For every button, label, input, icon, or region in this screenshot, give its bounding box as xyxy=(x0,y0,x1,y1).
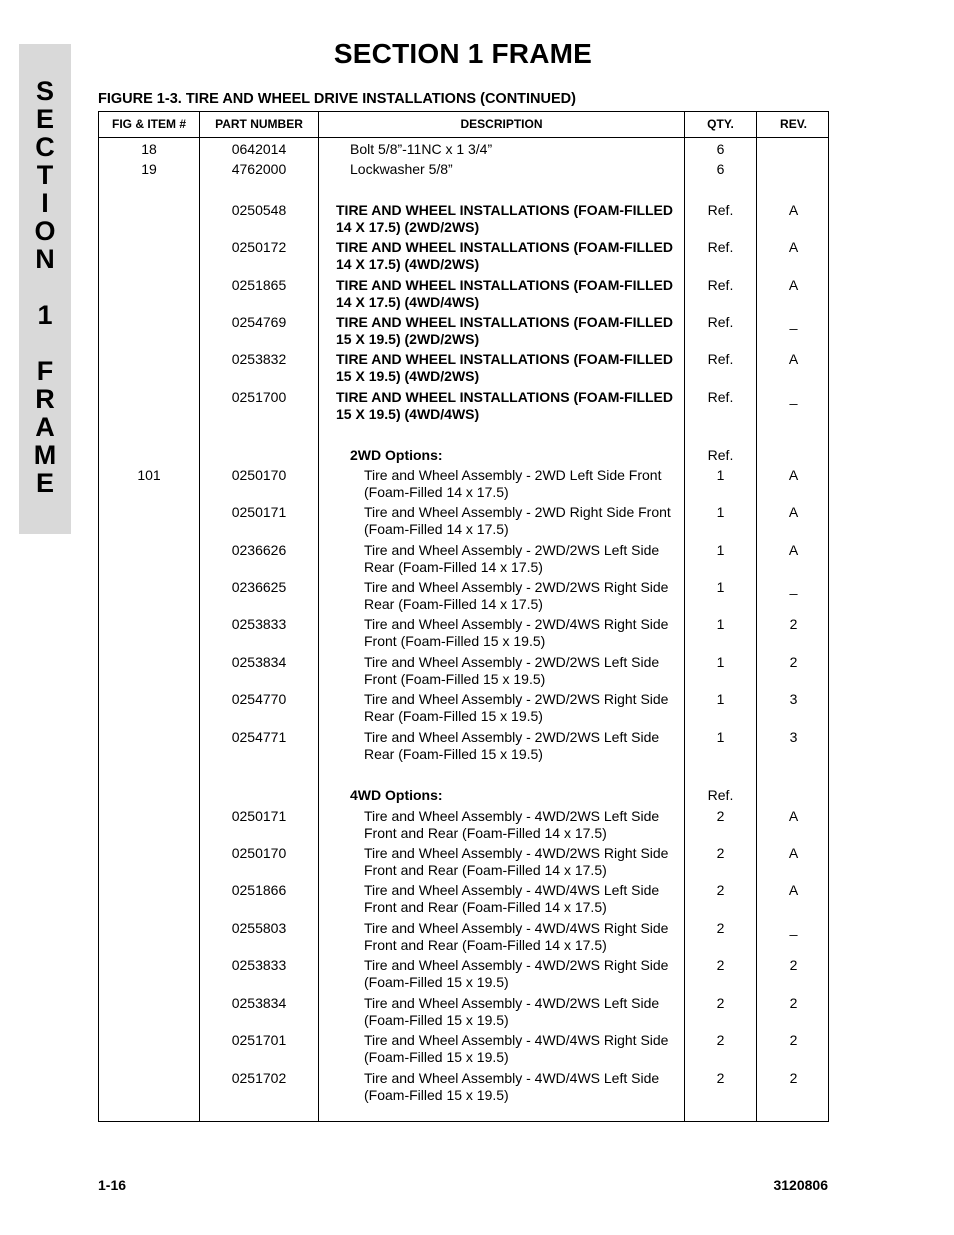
description-line: Tire and Wheel Assembly - 2WD/2WS Right Side xyxy=(364,691,669,707)
description-line: (Foam-Filled 14 x 17.5) xyxy=(364,484,509,500)
description-line: Rear (Foam-Filled 14 x 17.5) xyxy=(364,559,543,575)
rev-cell: 2 xyxy=(789,616,798,632)
table-row xyxy=(99,882,828,916)
parts-table xyxy=(98,111,829,1122)
qty-cell: 2 xyxy=(716,1032,725,1048)
description-cell xyxy=(364,616,682,650)
description-line: Tire and Wheel Assembly - 4WD/4WS Right Side xyxy=(364,1032,669,1048)
header-description: DESCRIPTION xyxy=(460,117,543,131)
qty-cell: 1 xyxy=(716,729,725,745)
table-row xyxy=(99,351,828,385)
side-tab-letter: E xyxy=(35,104,54,134)
part-number-cell: 0253833 xyxy=(231,957,287,973)
side-tab-letter: O xyxy=(34,216,56,246)
rev-cell: 2 xyxy=(789,654,798,670)
description-cell xyxy=(350,161,684,178)
side-tab-letter: I xyxy=(41,188,49,218)
description-cell xyxy=(364,845,682,879)
table-row xyxy=(99,1032,828,1066)
table-row xyxy=(99,616,828,650)
description-cell xyxy=(336,202,686,236)
description-cell xyxy=(364,1070,682,1104)
qty-cell: 1 xyxy=(716,504,725,520)
part-number-cell: 0254770 xyxy=(231,691,287,707)
description-cell xyxy=(364,995,682,1029)
description-line: Tire and Wheel Assembly - 4WD/4WS Left Side xyxy=(364,1070,660,1086)
side-tab-letter: C xyxy=(35,132,55,162)
part-number-cell: 0236625 xyxy=(231,579,287,595)
table-row xyxy=(99,845,828,879)
description-cell xyxy=(364,504,682,538)
qty-cell: 1 xyxy=(716,579,725,595)
description-line: 14 X 17.5) (4WD/2WS) xyxy=(336,256,480,272)
description-cell xyxy=(350,141,684,158)
table-row xyxy=(99,467,828,501)
side-tab-letters xyxy=(19,77,71,497)
qty-cell: 2 xyxy=(716,995,725,1011)
description-line: Tire and Wheel Assembly - 2WD/2WS Left Side xyxy=(364,654,660,670)
rev-cell: A xyxy=(788,504,799,520)
description-line: (Foam-Filled 15 x 19.5) xyxy=(364,1012,509,1028)
rev-cell: _ xyxy=(789,920,798,936)
table-row xyxy=(99,957,828,991)
rev-cell: A xyxy=(788,882,799,898)
section-side-tab xyxy=(19,44,71,534)
qty-cell: Ref. xyxy=(707,277,734,293)
description-cell xyxy=(364,1032,682,1066)
side-tab-letter: E xyxy=(35,468,54,498)
description-cell xyxy=(364,579,682,613)
description-cell xyxy=(364,729,682,763)
part-number-cell: 0253834 xyxy=(231,654,287,670)
rev-cell: _ xyxy=(789,389,798,405)
part-number-cell: 0250170 xyxy=(231,845,287,861)
description-line: Tire and Wheel Assembly - 4WD/2WS Right Side xyxy=(364,957,669,973)
part-number-cell: 0254771 xyxy=(231,729,287,745)
rev-cell: 2 xyxy=(789,1032,798,1048)
description-line: 15 X 19.5) (2WD/2WS) xyxy=(336,331,480,347)
description-line: Tire and Wheel Assembly - 2WD/2WS Left Side xyxy=(364,729,660,745)
qty-cell: 1 xyxy=(716,616,725,632)
part-number-cell: 0250170 xyxy=(231,467,287,483)
description-line: (Foam-Filled 15 x 19.5) xyxy=(364,974,509,990)
qty-cell: 2 xyxy=(716,920,725,936)
description-line: Front and Rear (Foam-Filled 14 x 17.5) xyxy=(364,899,607,915)
qty-cell: Ref. xyxy=(707,314,734,330)
description-cell xyxy=(336,277,686,311)
side-tab-letter: 1 xyxy=(37,300,53,330)
description-line: Tire and Wheel Assembly - 4WD/2WS Left Side xyxy=(364,808,660,824)
table-row xyxy=(99,920,828,954)
rev-cell: A xyxy=(788,467,799,483)
part-number-cell: 0251866 xyxy=(231,882,287,898)
part-number-cell: 0253833 xyxy=(231,616,287,632)
qty-cell: Ref. xyxy=(707,202,734,218)
description-line: TIRE AND WHEEL INSTALLATIONS (FOAM-FILLED xyxy=(336,277,674,293)
description-line: TIRE AND WHEEL INSTALLATIONS (FOAM-FILLED xyxy=(336,202,674,218)
side-tab-letter: N xyxy=(35,244,55,274)
header-fig-item: FIG & ITEM # xyxy=(111,117,186,131)
description-line: 15 X 19.5) (4WD/2WS) xyxy=(336,368,480,384)
description-line: 14 X 17.5) (4WD/4WS) xyxy=(336,294,480,310)
qty-cell: 2 xyxy=(716,957,725,973)
table-row xyxy=(99,1070,828,1104)
qty-cell: 2 xyxy=(716,845,725,861)
description-line: Front and Rear (Foam-Filled 14 x 17.5) xyxy=(364,825,607,841)
table-row xyxy=(99,389,828,423)
description-line: (Foam-Filled 14 x 17.5) xyxy=(364,521,509,537)
rev-cell: 2 xyxy=(789,957,798,973)
rev-cell: _ xyxy=(789,314,798,330)
qty-cell: 2 xyxy=(716,882,725,898)
fig-item-cell: 19 xyxy=(141,161,157,177)
qty-cell: Ref. xyxy=(707,447,734,463)
header-qty: QTY. xyxy=(707,117,734,131)
part-number-cell: 0250171 xyxy=(231,808,287,824)
table-row xyxy=(99,314,828,348)
qty-cell: 1 xyxy=(716,654,725,670)
qty-cell: Ref. xyxy=(707,787,734,803)
table-row xyxy=(99,202,828,236)
table-row xyxy=(99,161,828,178)
table-row xyxy=(99,504,828,538)
rev-cell: 2 xyxy=(789,995,798,1011)
description-line: Rear (Foam-Filled 15 x 19.5) xyxy=(364,708,543,724)
table-row xyxy=(99,995,828,1029)
description-cell xyxy=(364,920,682,954)
description-line: Lockwasher 5/8” xyxy=(350,161,453,177)
side-tab-letter: R xyxy=(35,384,55,414)
description-line: 2WD Options: xyxy=(350,447,443,463)
qty-cell: 2 xyxy=(716,808,725,824)
part-number-cell: 0251702 xyxy=(231,1070,287,1086)
qty-cell: Ref. xyxy=(707,239,734,255)
description-cell xyxy=(364,882,682,916)
description-line: 14 X 17.5) (2WD/2WS) xyxy=(336,219,480,235)
rev-cell: _ xyxy=(789,579,798,595)
description-cell xyxy=(364,467,682,501)
description-line: Tire and Wheel Assembly - 4WD/2WS Left Side xyxy=(364,995,660,1011)
table-row xyxy=(99,654,828,688)
part-number-cell: 0250171 xyxy=(231,504,287,520)
description-line: TIRE AND WHEEL INSTALLATIONS (FOAM-FILLED xyxy=(336,314,674,330)
description-line: TIRE AND WHEEL INSTALLATIONS (FOAM-FILLED xyxy=(336,351,674,367)
table-row xyxy=(99,277,828,311)
qty-cell: 1 xyxy=(716,542,725,558)
description-cell xyxy=(364,957,682,991)
description-cell xyxy=(350,447,684,464)
table-row xyxy=(99,808,828,842)
description-line: 15 X 19.5) (4WD/4WS) xyxy=(336,406,480,422)
table-row xyxy=(99,239,828,273)
description-line: Tire and Wheel Assembly - 2WD Right Side Front xyxy=(364,504,671,520)
fig-item-cell: 18 xyxy=(141,141,157,157)
description-line: Rear (Foam-Filled 15 x 19.5) xyxy=(364,746,543,762)
description-cell xyxy=(364,654,682,688)
part-number-cell: 0250172 xyxy=(231,239,287,255)
rev-cell: 3 xyxy=(789,729,798,745)
description-line: Front (Foam-Filled 15 x 19.5) xyxy=(364,671,546,687)
side-tab-letter: M xyxy=(33,440,57,470)
rev-cell: A xyxy=(788,351,799,367)
part-number-cell: 0236626 xyxy=(231,542,287,558)
side-tab-letter: T xyxy=(36,160,54,190)
description-line: TIRE AND WHEEL INSTALLATIONS (FOAM-FILLED xyxy=(336,389,674,405)
table-row xyxy=(99,691,828,725)
part-number-cell: 0251700 xyxy=(231,389,287,405)
qty-cell: 6 xyxy=(716,141,725,157)
table-row xyxy=(99,729,828,763)
qty-cell: 1 xyxy=(716,467,725,483)
table-row xyxy=(99,447,828,464)
description-line: Front (Foam-Filled 15 x 19.5) xyxy=(364,633,546,649)
part-number-cell: 0250548 xyxy=(231,202,287,218)
header-part-number: PART NUMBER xyxy=(215,117,303,131)
description-line: (Foam-Filled 15 x 19.5) xyxy=(364,1087,509,1103)
rev-cell: A xyxy=(788,202,799,218)
table-row xyxy=(99,787,828,804)
table-row xyxy=(99,579,828,613)
rev-cell: A xyxy=(788,845,799,861)
description-line: Tire and Wheel Assembly - 2WD/2WS Left Side xyxy=(364,542,660,558)
rev-cell: A xyxy=(788,277,799,293)
description-line: Tire and Wheel Assembly - 4WD/2WS Right Side xyxy=(364,845,669,861)
qty-cell: 2 xyxy=(716,1070,725,1086)
qty-cell: Ref. xyxy=(707,389,734,405)
part-number-cell: 0251865 xyxy=(231,277,287,293)
description-line: TIRE AND WHEEL INSTALLATIONS (FOAM-FILLED xyxy=(336,239,674,255)
description-line: Rear (Foam-Filled 14 x 17.5) xyxy=(364,596,543,612)
side-tab-letter: F xyxy=(36,356,54,386)
description-line: Front and Rear (Foam-Filled 14 x 17.5) xyxy=(364,937,607,953)
description-line: Tire and Wheel Assembly - 4WD/4WS Left Side xyxy=(364,882,660,898)
page-title: SECTION 1 FRAME xyxy=(333,38,593,69)
qty-cell: 1 xyxy=(716,691,725,707)
rev-cell: A xyxy=(788,808,799,824)
figure-title: FIGURE 1-3. TIRE AND WHEEL DRIVE INSTALLATIONS (CONTINUED) xyxy=(98,91,576,107)
description-line: Tire and Wheel Assembly - 2WD/4WS Right Side xyxy=(364,616,669,632)
description-line: Bolt 5/8”-11NC x 1 3/4” xyxy=(350,141,493,157)
description-line: Tire and Wheel Assembly - 4WD/4WS Right Side xyxy=(364,920,669,936)
description-line: (Foam-Filled 15 x 19.5) xyxy=(364,1049,509,1065)
part-number-cell: 0253834 xyxy=(231,995,287,1011)
table-row xyxy=(99,141,828,158)
description-cell xyxy=(336,314,686,348)
description-cell xyxy=(336,389,686,423)
part-number-cell: 0255803 xyxy=(231,920,287,936)
table-body xyxy=(99,138,828,1104)
table-row xyxy=(99,542,828,576)
description-cell xyxy=(364,542,682,576)
description-cell xyxy=(336,351,686,385)
qty-cell: Ref. xyxy=(707,351,734,367)
header-rev: REV. xyxy=(780,117,807,131)
part-number-cell: 0642014 xyxy=(231,141,287,157)
description-cell xyxy=(336,239,686,273)
part-number-cell: 0253832 xyxy=(231,351,287,367)
part-number-cell: 4762000 xyxy=(231,161,287,177)
description-cell xyxy=(364,691,682,725)
fig-item-cell: 101 xyxy=(137,467,161,483)
description-line: Tire and Wheel Assembly - 2WD Left Side Front xyxy=(364,467,662,483)
side-tab-letter: A xyxy=(35,412,55,442)
rev-cell: 3 xyxy=(789,691,798,707)
rev-cell: A xyxy=(788,239,799,255)
description-line: Front and Rear (Foam-Filled 14 x 17.5) xyxy=(364,862,607,878)
part-number-cell: 0254769 xyxy=(231,314,287,330)
description-cell xyxy=(364,808,682,842)
rev-cell: 2 xyxy=(789,1070,798,1086)
page-number: 1-16 xyxy=(98,1177,127,1193)
rev-cell: A xyxy=(788,542,799,558)
qty-cell: 6 xyxy=(716,161,725,177)
side-tab-letter: S xyxy=(35,76,54,106)
description-line: 4WD Options: xyxy=(350,787,443,803)
part-number-cell: 0251701 xyxy=(231,1032,287,1048)
description-cell xyxy=(350,787,684,804)
description-line: Tire and Wheel Assembly - 2WD/2WS Right Side xyxy=(364,579,669,595)
document-number: 3120806 xyxy=(773,1177,828,1193)
